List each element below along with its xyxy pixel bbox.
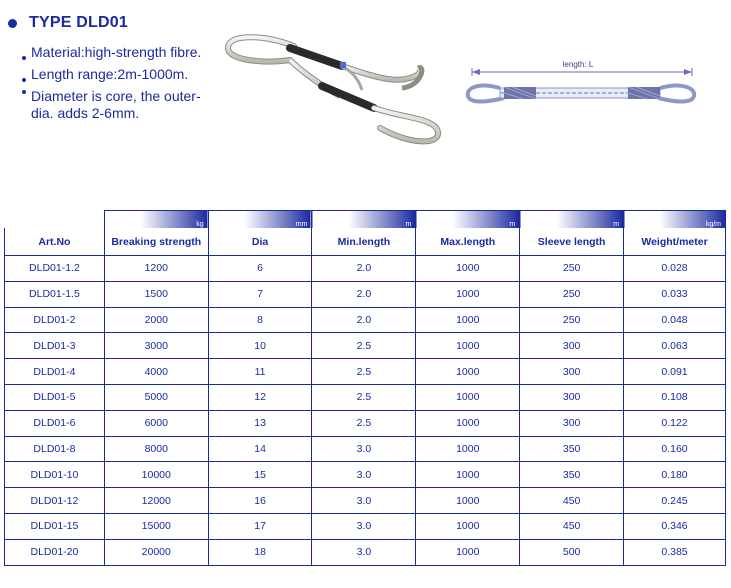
- feature-text: Material:high-strength fibre.: [31, 44, 202, 60]
- table-cell: 1000: [416, 462, 520, 488]
- table-row: [5, 539, 726, 565]
- table-cell: 1000: [416, 488, 520, 514]
- table-cell: 300: [520, 333, 624, 359]
- table-cell: 3000: [104, 333, 208, 359]
- table-cell: 0.028: [624, 256, 726, 282]
- table-cell: DLD01-2: [5, 307, 105, 333]
- column-header: Sleeve length: [520, 228, 624, 256]
- table-cell: DLD01-4: [5, 359, 105, 385]
- table-body: [5, 256, 726, 566]
- table-cell: 0.160: [624, 436, 726, 462]
- bullet-icon: [22, 78, 26, 82]
- table-cell: 500: [520, 539, 624, 565]
- table-cell: DLD01-1.2: [5, 256, 105, 282]
- bullet-icon: [22, 90, 26, 94]
- table-cell: 450: [520, 488, 624, 514]
- table-cell: 8: [208, 307, 312, 333]
- table-cell: 250: [520, 281, 624, 307]
- table-cell: 3.0: [312, 513, 416, 539]
- table-cell: DLD01-10: [5, 462, 105, 488]
- table-row: [5, 436, 726, 462]
- table-cell: 3.0: [312, 539, 416, 565]
- table-cell: 1500: [104, 281, 208, 307]
- table-cell: 3.0: [312, 462, 416, 488]
- table-cell: 16: [208, 488, 312, 514]
- table-cell: 4000: [104, 359, 208, 385]
- table-cell: 0.108: [624, 384, 726, 410]
- specification-table: [4, 210, 726, 566]
- table-cell: 300: [520, 359, 624, 385]
- table-cell: 1000: [416, 307, 520, 333]
- table-cell: 350: [520, 462, 624, 488]
- bullet-icon: [8, 19, 17, 28]
- feature-item: [22, 66, 222, 83]
- table-cell: 12: [208, 384, 312, 410]
- table-cell: 0.346: [624, 513, 726, 539]
- table-cell: DLD01-8: [5, 436, 105, 462]
- table-row: [5, 462, 726, 488]
- feature-list: [22, 44, 222, 127]
- table-row: [5, 256, 726, 282]
- header-row: [5, 228, 726, 256]
- sling-photo-image: [222, 30, 452, 160]
- product-title-row: [8, 14, 128, 32]
- table-cell: 0.180: [624, 462, 726, 488]
- table-cell: 1000: [416, 436, 520, 462]
- unit-cell: [5, 211, 105, 229]
- table-row: [5, 384, 726, 410]
- table-cell: 13: [208, 410, 312, 436]
- table-cell: 1000: [416, 539, 520, 565]
- column-header: Weight/meter: [624, 228, 726, 256]
- unit-cell: mm: [208, 211, 312, 229]
- feature-text: Length range:2m-1000m.: [31, 66, 189, 82]
- table-cell: 10: [208, 333, 312, 359]
- table-cell: 10000: [104, 462, 208, 488]
- table-cell: 250: [520, 307, 624, 333]
- feature-text: Diameter is core, the outer-dia. adds 2-6mm.: [31, 88, 201, 121]
- table-cell: 8000: [104, 436, 208, 462]
- table-cell: 0.033: [624, 281, 726, 307]
- bullet-icon: [22, 56, 26, 60]
- table-cell: 15: [208, 462, 312, 488]
- table-cell: 0.245: [624, 488, 726, 514]
- table-cell: 1000: [416, 384, 520, 410]
- table-cell: 2.5: [312, 333, 416, 359]
- table-cell: 5000: [104, 384, 208, 410]
- table-cell: 1000: [416, 281, 520, 307]
- table-cell: DLD01-5: [5, 384, 105, 410]
- unit-cell: kg/m: [624, 211, 726, 229]
- feature-item: [22, 44, 222, 61]
- table-cell: 0.063: [624, 333, 726, 359]
- table-cell: DLD01-20: [5, 539, 105, 565]
- table-cell: 2.0: [312, 281, 416, 307]
- table-cell: 300: [520, 384, 624, 410]
- table-cell: 2.0: [312, 307, 416, 333]
- table-cell: 17: [208, 513, 312, 539]
- table-cell: 3.0: [312, 488, 416, 514]
- column-header: Max.length: [416, 228, 520, 256]
- table-cell: 15000: [104, 513, 208, 539]
- product-title: TYPE DLD01: [29, 14, 128, 31]
- table-cell: 3.0: [312, 436, 416, 462]
- unit-row: [5, 211, 726, 229]
- table-cell: 1000: [416, 256, 520, 282]
- table-cell: DLD01-1.5: [5, 281, 105, 307]
- table-cell: 350: [520, 436, 624, 462]
- unit-cell: m: [520, 211, 624, 229]
- table-cell: 2.5: [312, 359, 416, 385]
- table-cell: 450: [520, 513, 624, 539]
- table-cell: 250: [520, 256, 624, 282]
- table-cell: DLD01-12: [5, 488, 105, 514]
- table-cell: 1000: [416, 359, 520, 385]
- unit-cell: m: [312, 211, 416, 229]
- table-cell: 1000: [416, 513, 520, 539]
- table-cell: 1000: [416, 410, 520, 436]
- table-cell: 2000: [104, 307, 208, 333]
- table-cell: DLD01-15: [5, 513, 105, 539]
- column-header: Breaking strength: [104, 228, 208, 256]
- table-row: [5, 359, 726, 385]
- table-cell: 1200: [104, 256, 208, 282]
- unit-cell: kg: [104, 211, 208, 229]
- table-cell: 18: [208, 539, 312, 565]
- table-cell: 14: [208, 436, 312, 462]
- table-cell: 0.091: [624, 359, 726, 385]
- table-cell: 20000: [104, 539, 208, 565]
- table-row: [5, 410, 726, 436]
- column-header: Dia: [208, 228, 312, 256]
- unit-cell: m: [416, 211, 520, 229]
- table-cell: 7: [208, 281, 312, 307]
- column-header: Min.length: [312, 228, 416, 256]
- table-cell: 2.5: [312, 410, 416, 436]
- table-cell: 6000: [104, 410, 208, 436]
- feature-item: [22, 88, 222, 122]
- table-cell: 2.5: [312, 384, 416, 410]
- table-row: [5, 488, 726, 514]
- table-row: [5, 513, 726, 539]
- table-cell: 0.122: [624, 410, 726, 436]
- table-cell: 11: [208, 359, 312, 385]
- table-cell: 300: [520, 410, 624, 436]
- length-label: length: L: [562, 60, 594, 69]
- table-cell: 2.0: [312, 256, 416, 282]
- table-row: [5, 333, 726, 359]
- table-cell: 12000: [104, 488, 208, 514]
- table-cell: 0.048: [624, 307, 726, 333]
- table-row: [5, 307, 726, 333]
- sling-diagram: [460, 58, 710, 118]
- table-cell: DLD01-6: [5, 410, 105, 436]
- table-cell: 1000: [416, 333, 520, 359]
- table-cell: 6: [208, 256, 312, 282]
- column-header: Art.No: [5, 228, 105, 256]
- table-cell: DLD01-3: [5, 333, 105, 359]
- table-cell: 0.385: [624, 539, 726, 565]
- table-row: [5, 281, 726, 307]
